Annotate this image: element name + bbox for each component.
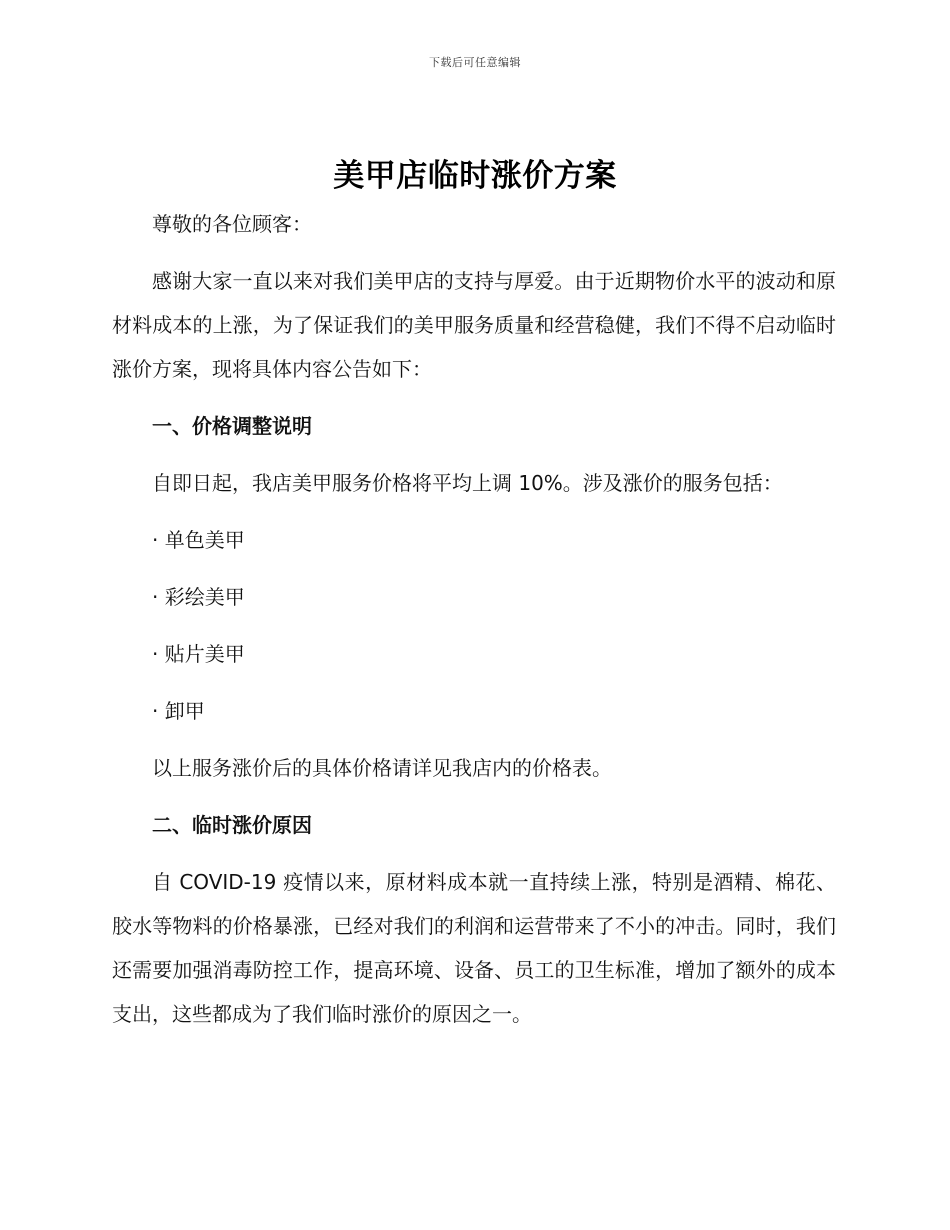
service-item-painted: · 彩绘美甲 bbox=[152, 585, 245, 609]
section-1-heading: 一、价格调整说明 bbox=[152, 414, 312, 438]
section-1-body: 自即日起，我店美甲服务价格将平均上调 10%。涉及涨价的服务包括： bbox=[152, 471, 783, 495]
header-watermark: 下载后可任意编辑 bbox=[429, 56, 521, 69]
service-item-removal: · 卸甲 bbox=[152, 699, 205, 723]
greeting: 尊敬的各位顾客： bbox=[152, 212, 312, 236]
document-title: 美甲店临时涨价方案 bbox=[333, 158, 617, 194]
section-2-heading: 二、临时涨价原因 bbox=[152, 813, 312, 837]
intro-paragraph: 感谢大家一直以来对我们美甲店的支持与厚爱。由于近期物价水平的波动和原材料成本的上涨，为了保证我们的美甲服务质量和经营稳健，我们不得不启动临时涨价方案，现将具体内容公告如下： bbox=[112, 269, 836, 381]
section-1-note: 以上服务涨价后的具体价格请详见我店内的价格表。 bbox=[152, 756, 612, 780]
section-2-body: 自 COVID-19 疫情以来，原材料成本就一直持续上涨，特别是酒精、棉花、胶水等物料的价格暴涨，已经对我们的利润和运营带来了不小的冲击。同时，我们还需要加强消毒防控工作，提高环境、设备、员工的卫生标准，增加了额外的成本支出，这些都成为了我们临时涨价的原因之一。 bbox=[112, 870, 836, 1026]
service-item-solid-color: · 单色美甲 bbox=[152, 528, 245, 552]
document-body bbox=[112, 202, 836, 1049]
service-item-press-on: · 贴片美甲 bbox=[152, 642, 245, 666]
